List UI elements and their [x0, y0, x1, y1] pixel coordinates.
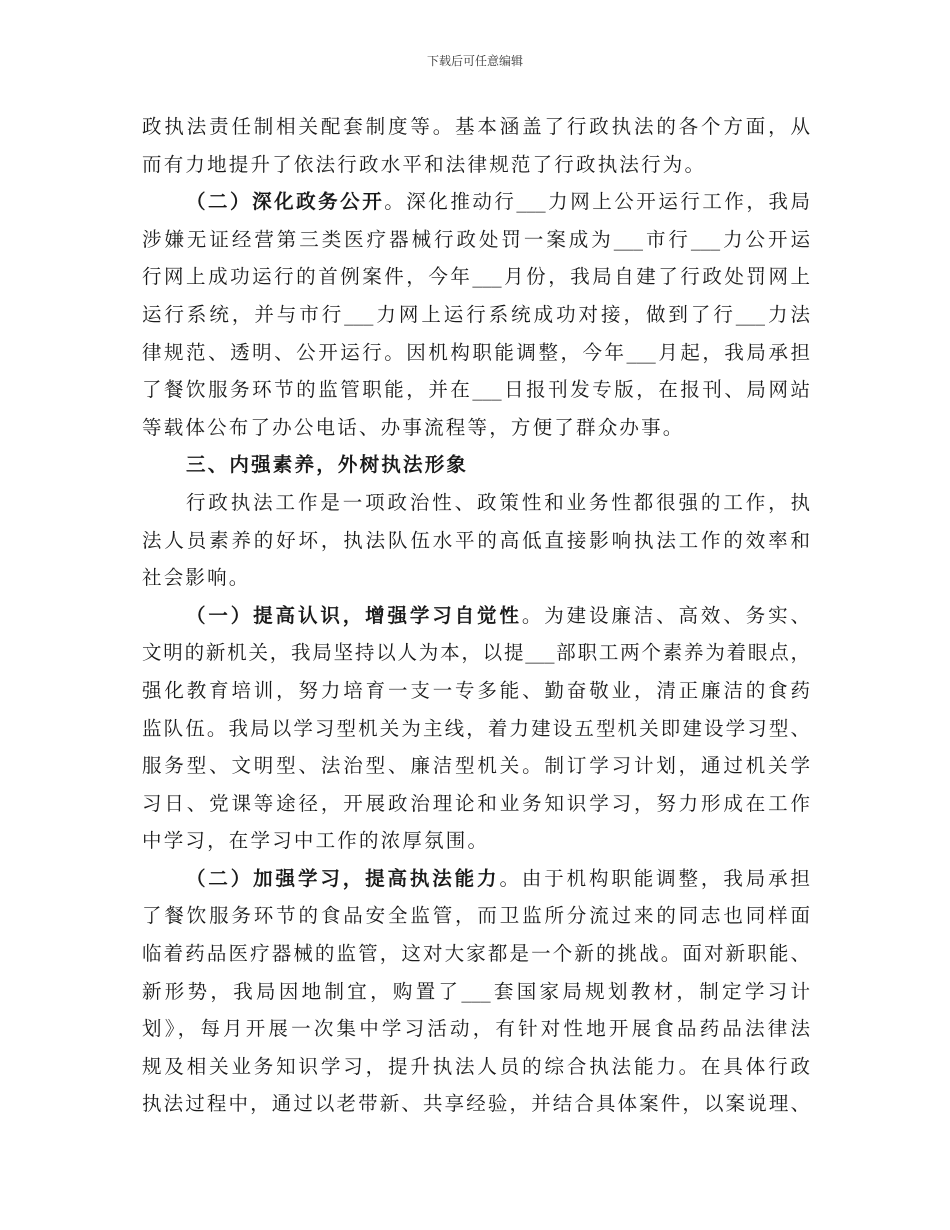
line-text: 政执法责任制相关配套制度等。基本涵盖了行政执法的各个方面，从: [142, 115, 810, 138]
bold-heading: （二）深化政务公开: [186, 190, 385, 214]
line-text: 法人员素养的好坏，执法队伍水平的高低直接影响执法工作的效率和: [142, 528, 810, 552]
line-text: 行网上成功运行的首例案件，今年___月份，我局自建了行政处罚网上: [142, 265, 810, 289]
text-line: [142, 183, 810, 221]
line-text: 临着药品医疗器械的监管，这对大家都是一个新的挑战。面对新职能、: [142, 942, 810, 966]
text-line: [142, 296, 810, 334]
bold-heading: 三、内强素养，外树执法形象: [186, 453, 469, 477]
line-text: 。为建设廉洁、高效、务实、: [521, 603, 810, 627]
line-text: 行政执法工作是一项政治性、政策性和业务性都很强的工作，执: [186, 490, 810, 514]
bold-heading: （一）提高认识，增强学习自觉性: [186, 603, 522, 627]
line-text: 划》，每月开展一次集中学习活动，有针对性地开展食品药品法律法: [142, 1017, 810, 1041]
text-line: [142, 672, 810, 710]
line-text: 中学习，在学习中工作的浓厚氛围。: [142, 829, 490, 853]
text-line: [142, 371, 810, 409]
text-line: [142, 897, 810, 935]
line-text: 新形势，我局因地制宜，购置了___套国家局规划教材，制定学习计: [142, 979, 810, 1003]
line-text: 了餐饮服务环节的食品安全监管，而卫监所分流过来的同志也同样面: [142, 904, 810, 928]
line-text: 规及相关业务知识学习，提升执法人员的综合执法能力。在具体行政: [142, 1054, 810, 1078]
line-text: 运行系统，并与市行___力网上运行系统成功对接，做到了行___力法: [142, 302, 810, 326]
bold-heading: （二）加强学习，提高执法能力: [186, 866, 500, 890]
line-text: 涉嫌无证经营第三类医疗器械行政处罚一案成为___市行___力公开运: [142, 227, 810, 251]
text-line: [142, 860, 810, 898]
text-line: [142, 258, 810, 296]
text-line: [142, 747, 810, 785]
line-text: 。深化推动行___力网上公开运行工作，我局: [384, 190, 810, 214]
text-line: [142, 108, 810, 146]
page-header: 下载后可任意编辑: [426, 54, 523, 68]
line-text: 而有力地提升了依法行政水平和法律规范了行政执法行为。: [142, 152, 707, 176]
text-line: [142, 409, 810, 447]
text-line: [142, 634, 810, 672]
text-line: [142, 710, 810, 748]
line-text: 等载体公布了办公电话、办事流程等，方便了群众办事。: [142, 415, 685, 439]
text-line: [142, 822, 810, 860]
text-line: [142, 1048, 810, 1086]
text-line: [142, 1010, 810, 1048]
text-line: [142, 973, 810, 1011]
line-text: 了餐饮服务环节的监管职能，并在___日报刊发专版，在报刊、局网站: [142, 378, 810, 402]
text-line: [142, 146, 810, 184]
line-text: 文明的新机关，我局坚持以人为本，以提___部职工两个素养为着眼点，: [142, 641, 810, 665]
line-text: 强化教育培训，努力培育一支一专多能、勤奋敬业，清正廉洁的食药: [142, 678, 810, 702]
text-line: [142, 334, 810, 372]
document-body: [142, 108, 810, 1123]
text-line: [142, 559, 810, 597]
line-text: 律规范、透明、公开运行。因机构职能调整，今年___月起，我局承担: [142, 340, 810, 364]
line-text: 社会影响。: [142, 566, 251, 590]
line-text: 执法过程中，通过以老带新、共享经验，并结合具体案件，以案说理、: [142, 1092, 810, 1116]
text-line: [142, 785, 810, 823]
text-line: [142, 484, 810, 522]
line-text: 服务型、文明型、法治型、廉洁型机关。制订学习计划，通过机关学: [142, 754, 810, 778]
text-line: [142, 1085, 810, 1123]
text-line: [142, 221, 810, 259]
line-text: 。由于机构职能调整，我局承担: [499, 866, 810, 890]
text-line: [142, 446, 810, 484]
text-line: [142, 597, 810, 635]
text-line: [142, 935, 810, 973]
line-text: 习日、党课等途径，开展政治理论和业务知识学习，努力形成在工作: [142, 791, 810, 815]
line-text: 监队伍。我局以学习型机关为主线，着力建设五型机关即建设学习型、: [142, 716, 810, 740]
text-line: [142, 522, 810, 560]
